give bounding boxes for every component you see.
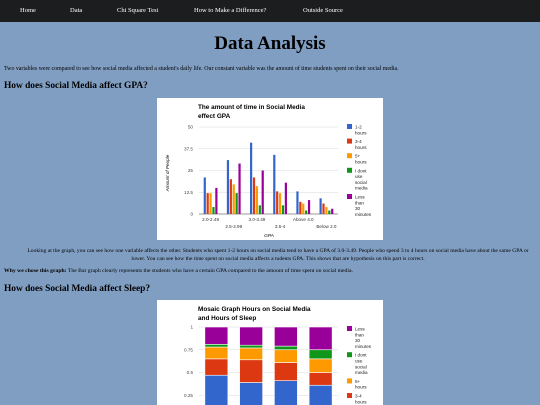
segment-0-3 xyxy=(205,344,228,347)
nav-home[interactable]: Home xyxy=(20,7,36,14)
legend-swatch-2 xyxy=(347,153,352,158)
bar-2-3 xyxy=(259,205,261,214)
segment-3-4 xyxy=(309,327,332,350)
page-title: Data Analysis xyxy=(214,33,326,54)
x-axis-label: GPA xyxy=(264,234,274,239)
sleep-chart-card xyxy=(157,300,383,405)
y-tick-label-1: 12.5 xyxy=(184,189,193,195)
bar-0-3 xyxy=(212,207,214,214)
gpa-bar-chart xyxy=(157,98,383,240)
bar-3-4 xyxy=(285,183,287,214)
why-label: Why we chose this graph: xyxy=(4,268,67,274)
segment-0-4 xyxy=(205,327,228,344)
y-tick-label-3: 37.5 xyxy=(184,146,193,152)
bar-2-2 xyxy=(256,186,258,214)
segment-2-1 xyxy=(274,362,297,380)
segment-0-2 xyxy=(205,347,228,359)
legend-entry-0: Less than 30 minutes xyxy=(355,326,372,349)
legend-swatch-1 xyxy=(347,139,352,144)
section-heading-gpa: How does Social Media affect GPA? xyxy=(4,81,148,91)
legend-swatch-4 xyxy=(347,194,352,199)
bar-4-4 xyxy=(308,200,310,214)
chart-title-line-2: effect GPA xyxy=(198,113,231,120)
bar-1-4 xyxy=(238,164,240,214)
legend-entry-2: 5+ hours xyxy=(355,378,367,390)
bar-0-1 xyxy=(207,193,209,214)
bar-1-0 xyxy=(227,160,229,214)
nav-outside-source[interactable]: Outside Source xyxy=(303,7,343,14)
segment-2-4 xyxy=(274,327,297,346)
bar-3-3 xyxy=(282,205,284,214)
y-tick-label-2: 0.75 xyxy=(184,347,193,353)
legend-entry-2: 5+ hours xyxy=(355,153,367,165)
gpa-chart-card xyxy=(157,98,383,240)
legend-swatch-2 xyxy=(347,378,352,383)
bar-5-3 xyxy=(328,211,330,214)
legend-swatch-3 xyxy=(347,168,352,173)
segment-2-2 xyxy=(274,350,297,363)
y-axis-label: Amount of People xyxy=(165,154,170,192)
bar-2-4 xyxy=(262,171,264,215)
y-tick-label-0: 0.25 xyxy=(184,392,193,398)
why-text: The Bar graph clearly represents the students who have a certain GPA compared to the amount of time spent on social media. xyxy=(66,268,353,274)
segment-0-0 xyxy=(205,375,228,405)
segment-3-2 xyxy=(309,359,332,373)
bar-0-2 xyxy=(209,193,211,214)
segment-1-3 xyxy=(240,345,263,348)
bar-1-2 xyxy=(233,184,235,214)
legend-entry-3: 3-4 hours xyxy=(355,393,367,405)
segment-1-0 xyxy=(240,383,263,405)
bar-4-1 xyxy=(299,202,301,214)
intro-paragraph: Two variables were compared to see how social media affected a student's daily life. Our constant variable was the amount of time students spent on their social media. xyxy=(4,66,399,72)
legend-swatch-3 xyxy=(347,393,352,398)
bar-4-0 xyxy=(296,191,298,214)
legend-entry-1: I dont use social media xyxy=(355,352,368,376)
segment-3-0 xyxy=(309,385,332,405)
bar-1-3 xyxy=(236,193,238,214)
legend-swatch-1 xyxy=(347,352,352,357)
segment-1-1 xyxy=(240,360,263,383)
x-tick-label-2: 3.0-3.49 xyxy=(248,217,266,222)
bar-1-1 xyxy=(230,179,232,214)
bar-3-0 xyxy=(273,155,275,214)
bar-0-0 xyxy=(204,177,206,214)
nav-how-to-make-a-difference[interactable]: How to Make a Difference? xyxy=(194,7,267,14)
section-heading-sleep: How does Social Media affect Sleep? xyxy=(4,284,151,294)
segment-3-1 xyxy=(309,373,332,386)
legend-swatch-0 xyxy=(347,326,352,331)
nav-chi-square-test[interactable]: Chi Square Test xyxy=(117,7,159,14)
y-tick-label-3: 1 xyxy=(190,324,193,330)
x-tick-label-3: 3.5-4 xyxy=(274,224,286,229)
bar-5-1 xyxy=(322,204,324,214)
nav-data[interactable]: Data xyxy=(70,7,83,14)
chart-title-line-2: and Hours of Sleep xyxy=(198,315,257,322)
bar-5-4 xyxy=(331,209,333,214)
bar-4-3 xyxy=(305,211,307,214)
x-tick-label-1: 2.5-2.99 xyxy=(225,224,243,229)
y-tick-label-1: 0.5 xyxy=(186,370,193,376)
why-we-chose-graph xyxy=(4,268,353,274)
segment-3-3 xyxy=(309,350,332,359)
y-tick-label-2: 25 xyxy=(187,168,193,174)
segment-2-3 xyxy=(274,346,297,350)
bar-2-1 xyxy=(253,177,255,214)
chart-title: The amount of time in Social Media xyxy=(198,104,305,111)
legend-entry-4: Less than 30 minutes xyxy=(355,194,372,217)
bar-4-2 xyxy=(302,204,304,214)
bar-2-0 xyxy=(250,143,252,214)
legend-entry-3: I dont use social media xyxy=(355,168,368,191)
y-tick-label-0: 0 xyxy=(190,211,193,217)
x-tick-label-0: 2.0-2.49 xyxy=(202,217,220,222)
sleep-mosaic-chart xyxy=(157,300,383,405)
analysis-paragraph: Looking at the graph, you can see how one variable affects the other. Students who spent 1-2 hours on social media tend to have a GPA of 3.0-3.49. People who spend 3 to 4 hours on social media have about the same GPA or lower. You can see how the time spent on social media affects a tudents GPA. This shows that are hypothesis on this part is correct. xyxy=(27,248,529,262)
bar-0-4 xyxy=(215,188,217,214)
bar-5-2 xyxy=(325,207,327,214)
chart-title: Mosaic Graph Hours on Social Media xyxy=(198,306,311,313)
y-tick-label-4: 50 xyxy=(187,124,193,130)
segment-1-4 xyxy=(240,327,263,345)
x-tick-label-4: Above 4.0 xyxy=(292,217,314,222)
bar-5-0 xyxy=(320,198,322,214)
segment-2-0 xyxy=(274,381,297,405)
top-navbar xyxy=(0,0,540,22)
legend-swatch-0 xyxy=(347,124,352,129)
segment-0-1 xyxy=(205,359,228,375)
x-tick-label-5: Below 2.0 xyxy=(316,224,337,229)
bar-3-1 xyxy=(276,191,278,214)
legend-entry-0: 1-2 hours xyxy=(355,124,367,136)
legend-entry-1: 3-4 hours xyxy=(355,139,367,150)
bar-3-2 xyxy=(279,193,281,214)
segment-1-2 xyxy=(240,348,263,360)
